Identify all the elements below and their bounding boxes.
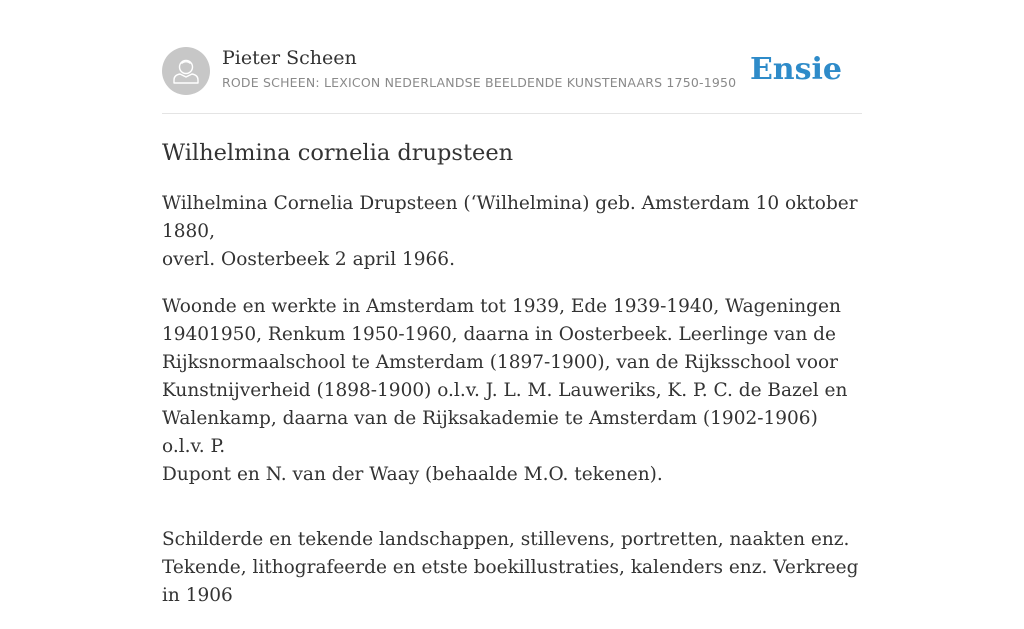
author-name[interactable]: Pieter Scheen (222, 47, 357, 69)
article-paragraph: Wilhelmina Cornelia Drupsteen (‘Wilhelmina) geb. Amsterdam 10 oktober 1880, overl. Oosterbeek 2 april 1966. (162, 193, 858, 270)
article-title: Wilhelmina cornelia drupsteen (162, 140, 514, 166)
article-paragraph: Woonde en werkte in Amsterdam tot 1939, Ede 1939-1940, Wageningen 19401950, Renkum 1950-1960, daarna in Oosterbeek. Leerlinge van de Rijksnormaalschool te Amsterdam (1897-1900), van de Rijksschool voor Kunstnijverheid (1898-1900) o.l.v. J. L. M. Lauweriks, K. P. C. de Bazel en Walenkamp, daarna van de Rijksakademie te Amsterdam (1902-1906) o.l.v. P. Dupont en N. van der Waay (behaalde M.O. tekenen). (162, 296, 848, 485)
source-title[interactable]: RODE SCHEEN: LEXICON NEDERLANDSE BEELDENDE KUNSTENAARS 1750-1950 (222, 75, 737, 90)
article (162, 136, 866, 629)
user-outline-icon (162, 47, 210, 95)
article-paragraph: Schilderde en tekende landschappen, stillevens, portretten, naakten enz. Tekende, lithografeerde en etste boekillustraties, kalenders enz. Verkreeg in 1906 (162, 529, 859, 606)
user-avatar-icon[interactable] (162, 47, 210, 95)
header-divider (162, 113, 862, 114)
ensie-logo[interactable]: Ensie (749, 52, 842, 87)
header (162, 46, 862, 96)
